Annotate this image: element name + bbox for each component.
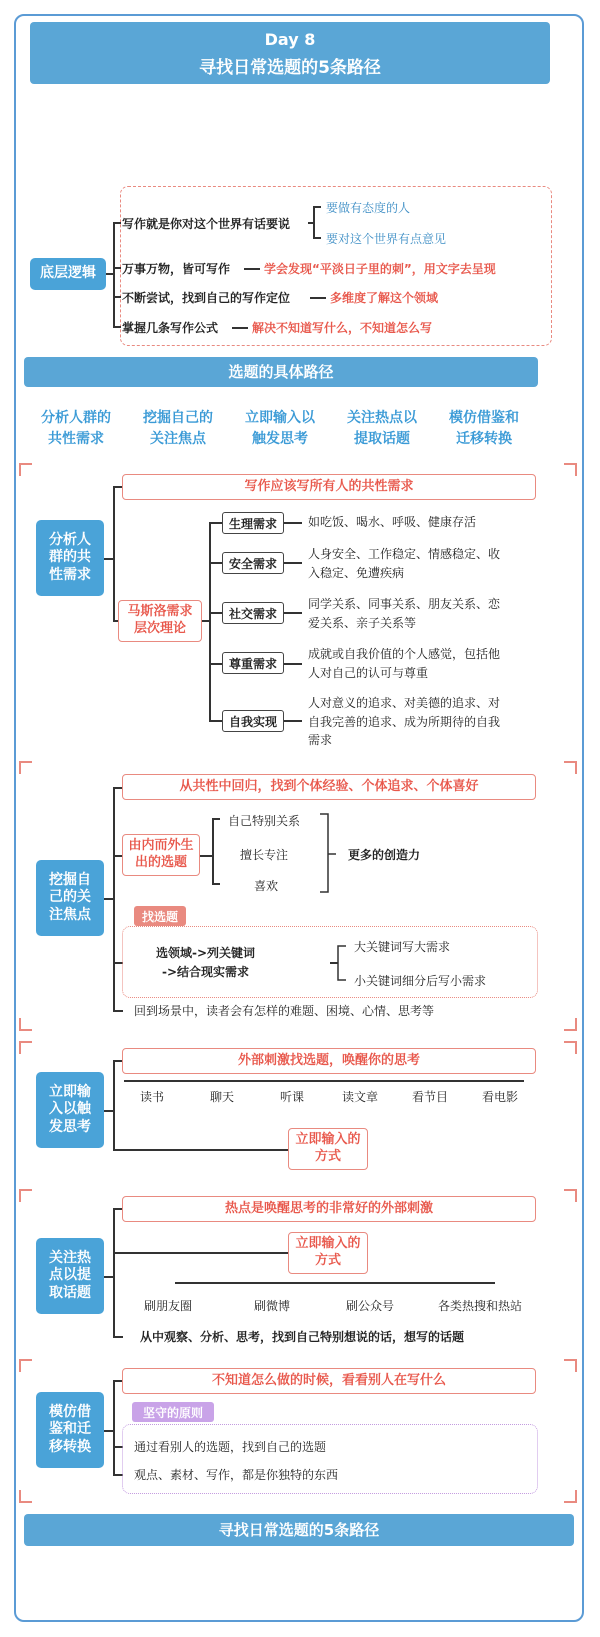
logic-row3-b: 多维度了解这个领域 [330, 291, 439, 305]
s2-scene: 回到场景中，读者会有怎样的难题、困境、心情、思考等 [134, 1004, 435, 1018]
path-1: 分析人群的 共性需求 [41, 410, 111, 447]
s1-top-box: 写作应该写所有人的共性需求 [122, 474, 536, 500]
logic-row1-a: 要做有态度的人 [326, 201, 411, 215]
s2-keyword: 选领域->列关键词 ->结合现实需求 [156, 946, 256, 979]
need-3-val: 同学关系、同事关系、朋友关系、恋 爱关系、亲子关系等 [308, 597, 501, 630]
s4-mid-box: 立即输入的 方式 [288, 1232, 368, 1274]
need-2-val: 人身安全、工作稳定、情感稳定、收 入稳定、免遭疾病 [308, 547, 501, 580]
s4-bottom: 从中观察、分析、思考，找到自己特别想说的话，想写的话题 [140, 1330, 465, 1344]
s2-kw-2: 小关键词细分后写小需求 [354, 974, 487, 988]
s2-kw-bracket [336, 944, 350, 984]
s5-top-box: 不知道怎么做的时候，看看别人在写什么 [122, 1368, 536, 1394]
path-5: 模仿借鉴和 迁移转换 [449, 410, 519, 447]
s4-item-4: 各类热搜和热站 [438, 1299, 523, 1313]
footer-banner: 寻找日常选题的5条路径 [24, 1514, 574, 1546]
s3-bottom-box: 立即输入的 方式 [288, 1128, 368, 1170]
s2-top-box: 从共性中回归，找到个体经验、个体追求、个体喜好 [122, 774, 536, 800]
paths-header: 选题的具体路径 [24, 357, 538, 387]
logic-title: 底层逻辑 [30, 258, 106, 290]
logic-row1: 写作就是你对这个世界有话要说 [122, 217, 291, 231]
page-header [30, 22, 550, 84]
s3-title: 立即输 入以触 发思考 [36, 1072, 104, 1148]
s5-line-1: 通过看别人的选题，找到自己的选题 [134, 1440, 327, 1454]
s4-item-3: 刷公众号 [346, 1299, 395, 1313]
need-4-val: 成就或自我价值的个人感觉，包括他 人对自己的认可与尊重 [308, 647, 501, 680]
s4-title: 关注热 点以提 取话题 [36, 1238, 104, 1314]
s3-item-6: 看电影 [482, 1090, 519, 1104]
s5-line-2: 观点、素材、写作，都是你独特的东西 [134, 1468, 339, 1482]
s2-bracket [318, 812, 336, 896]
s5-dotted-box [122, 1424, 538, 1494]
s4-item-2: 刷微博 [254, 1299, 291, 1313]
logic-row4: 掌握几条写作公式 [122, 321, 219, 335]
s1-theory-box: 马斯洛需求 层次理论 [118, 600, 202, 642]
s2-item-1: 自己特别关系 [228, 814, 301, 828]
path-3: 立即输入以 触发思考 [245, 410, 315, 447]
s2-kw-1: 大关键词写大需求 [354, 940, 451, 954]
s5-title: 模仿借 鉴和迁 移转换 [36, 1392, 104, 1468]
s2-tag: 找选题 [134, 906, 186, 926]
need-4-key: 尊重需求 [222, 652, 284, 674]
logic-row2: 万事万物，皆可写作 [122, 262, 231, 276]
s4-item-1: 刷朋友圈 [144, 1299, 193, 1313]
s2-title: 挖掘自 己的关 注焦点 [36, 860, 104, 936]
need-5-key: 自我实现 [222, 710, 284, 732]
s2-item-3: 喜欢 [254, 879, 279, 893]
day-label: Day 8 [264, 30, 316, 49]
s3-item-1: 读书 [140, 1090, 165, 1104]
logic-row4-b: 解决不知道写什么，不知道怎么写 [252, 321, 433, 335]
s2-item-2: 擅长专注 [240, 848, 289, 862]
s3-top-box: 外部刺激找选题，唤醒你的思考 [122, 1048, 536, 1074]
page-title: 寻找日常选题的5条路径 [199, 58, 381, 78]
logic-row2-b: 学会发现“平淡日子里的刺”，用文字去呈现 [264, 262, 496, 276]
s3-item-5: 看节目 [412, 1090, 449, 1104]
need-2-key: 安全需求 [222, 552, 284, 574]
s5-tag: 坚守的原则 [132, 1402, 214, 1422]
need-1-val: 如吃饭、喝水、呼吸、健康存活 [308, 515, 477, 529]
logic-row1-b: 要对这个世界有点意见 [326, 232, 447, 246]
s1-title: 分析人 群的共 性需求 [36, 520, 104, 596]
path-2: 挖掘自己的 关注焦点 [143, 410, 213, 447]
s3-item-3: 听课 [280, 1090, 305, 1104]
need-5-val: 人对意义的追求、对美德的追求、对 自我完善的追求、成为所期待的自我 需求 [308, 696, 501, 748]
s3-item-4: 读文章 [342, 1090, 379, 1104]
s3-item-2: 聊天 [210, 1090, 235, 1104]
s4-top-box: 热点是唤醒思考的非常好的外部刺激 [122, 1196, 536, 1222]
need-1-key: 生理需求 [222, 512, 284, 534]
need-3-key: 社交需求 [222, 602, 284, 624]
logic-row3: 不断尝试，找到自己的写作定位 [122, 291, 291, 305]
s2-inner-box: 由内而外生 出的选题 [122, 834, 200, 876]
path-4: 关注热点以 提取话题 [347, 410, 417, 447]
s2-result: 更多的创造力 [348, 848, 421, 862]
